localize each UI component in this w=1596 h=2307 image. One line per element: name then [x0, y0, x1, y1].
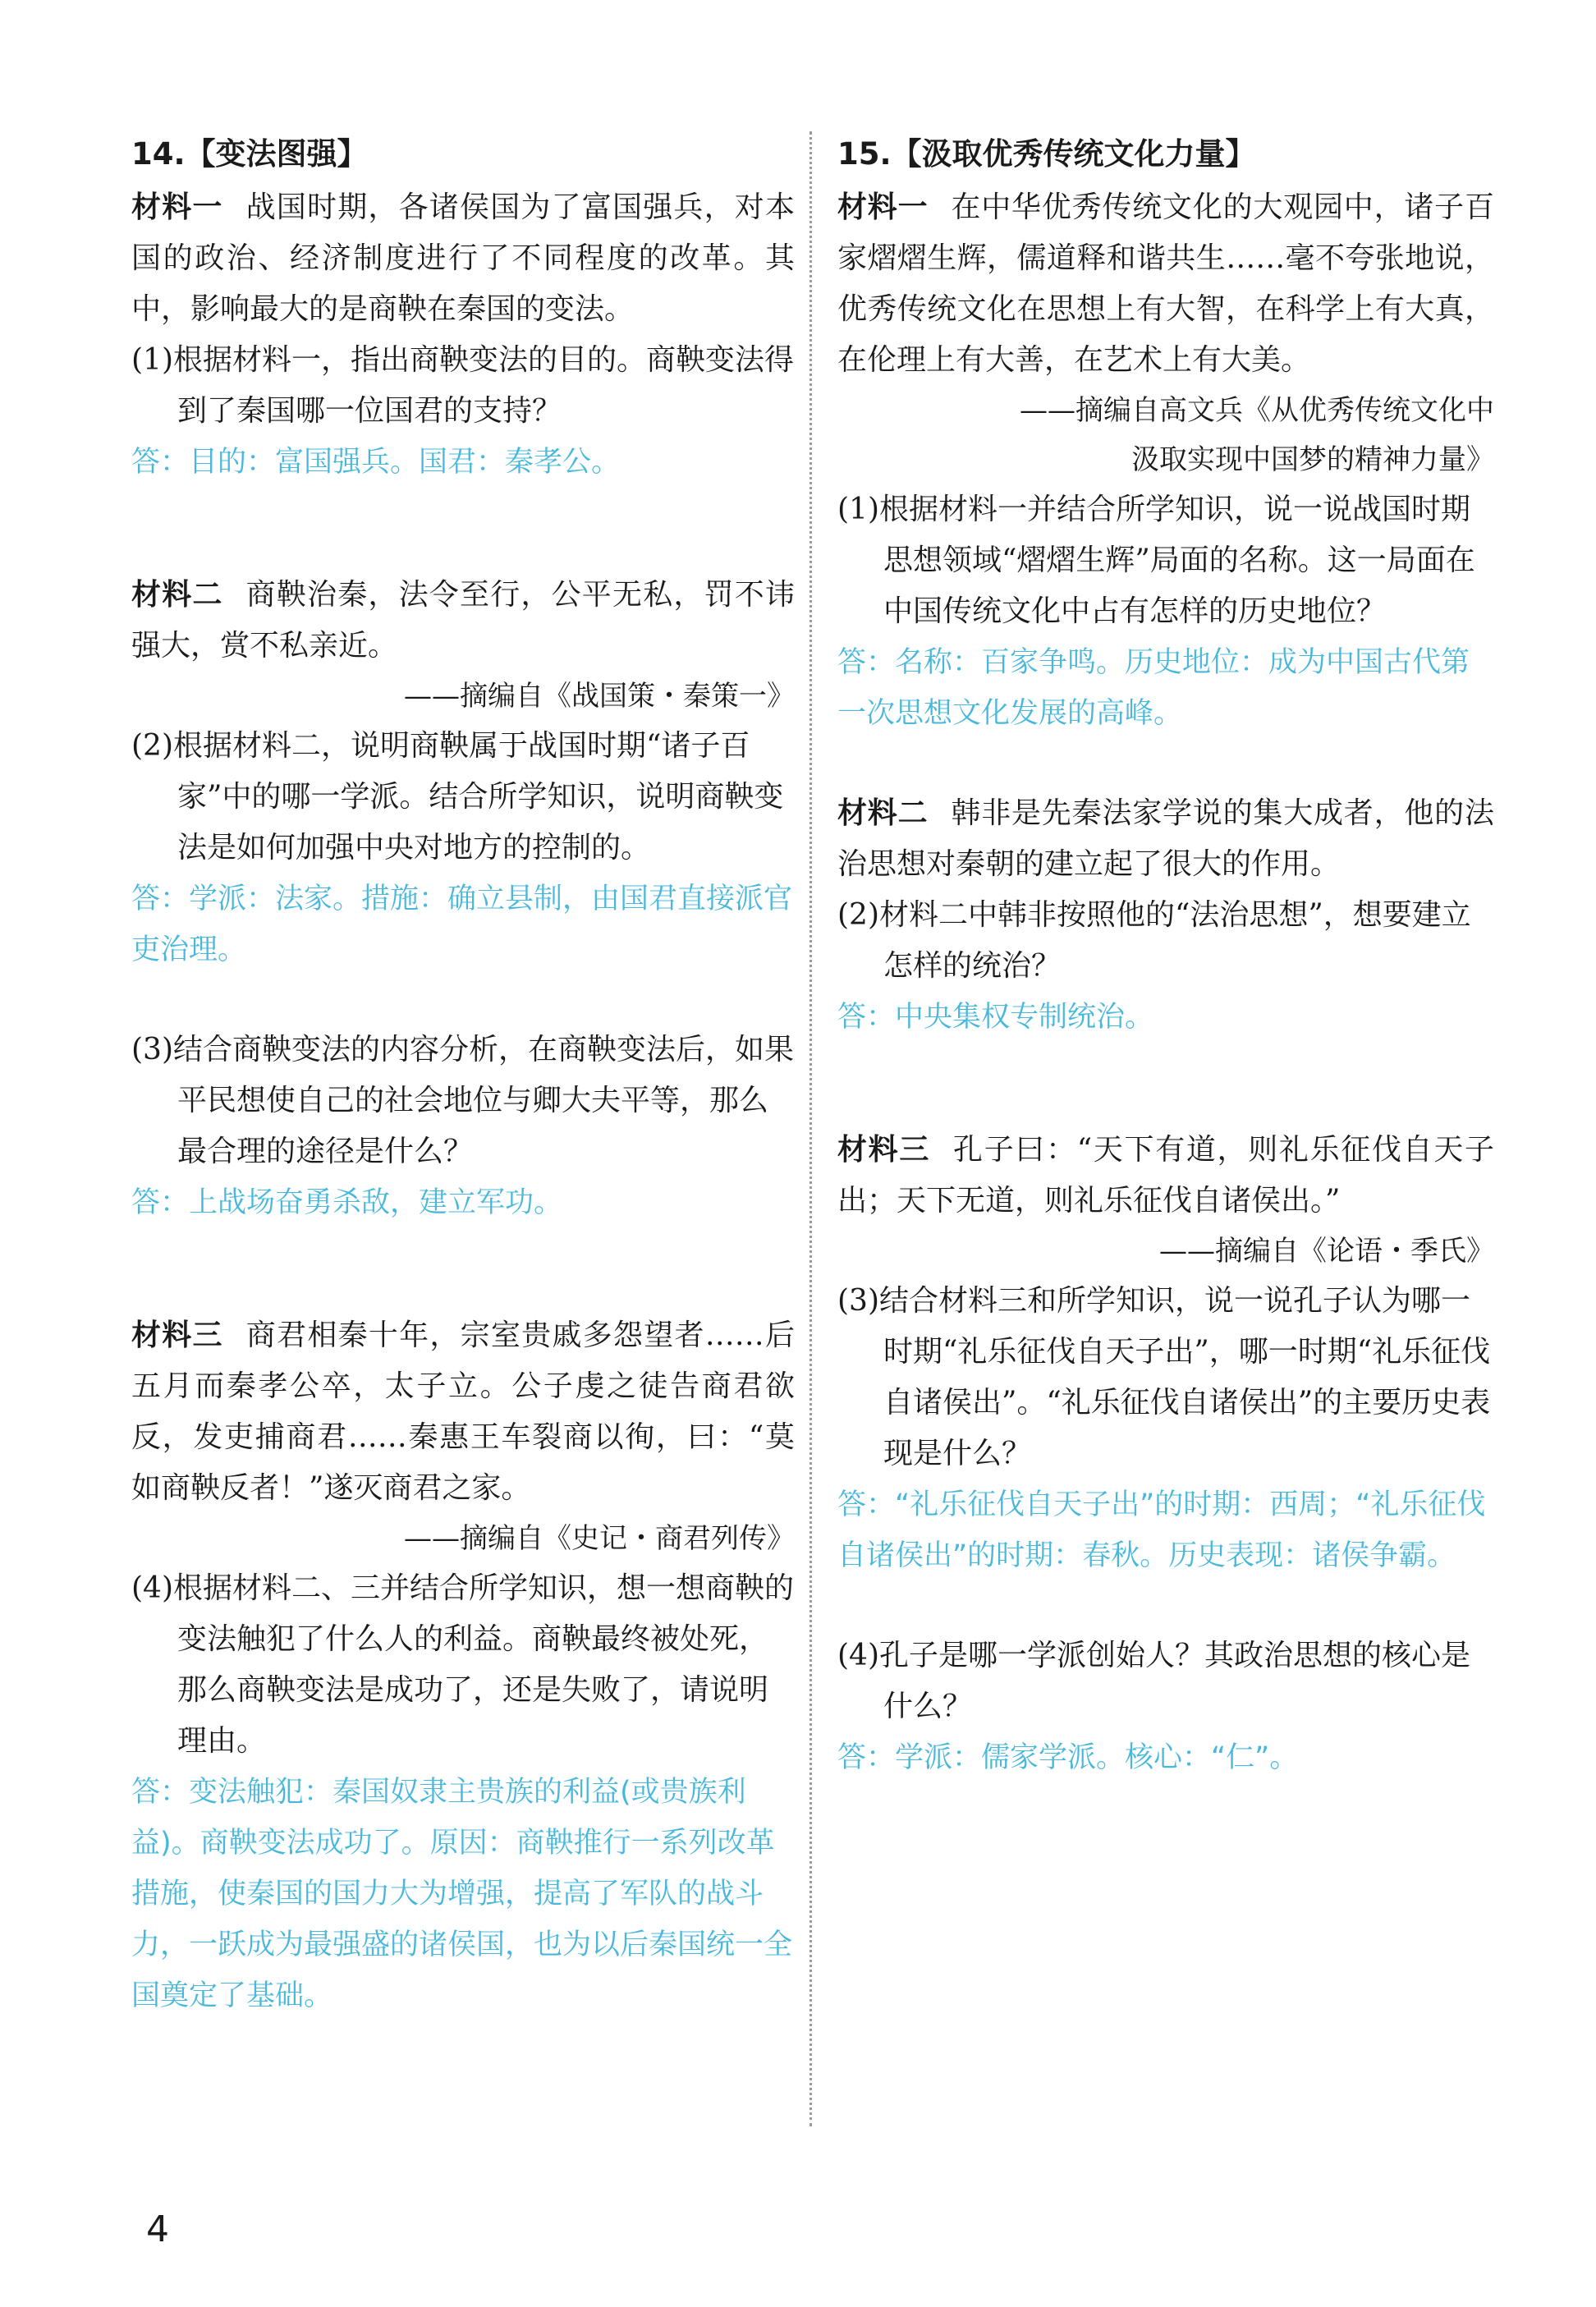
material-2: [837, 788, 1494, 890]
question-14-heading: 14.【变法图强】: [131, 136, 368, 172]
answer-4: 答：学派：儒家学派。核心：“仁”。: [837, 1741, 1299, 1774]
material-3: [837, 1125, 1494, 1227]
material-2: [131, 570, 795, 672]
page-number: 4: [146, 2208, 169, 2250]
material-label: 材料三: [837, 1133, 931, 1167]
column-divider: [809, 131, 812, 2126]
material-1-source-line-1: ——摘编自高文兵《从优秀传统文化中: [1020, 394, 1494, 427]
material-2-source: ——摘编自《战国策・秦策一》: [404, 680, 795, 713]
material-1: [837, 182, 1494, 386]
material-text: 韩非是先秦法家学说的集大成者，他的法治思想对秦朝的建立起了很大的作用。: [837, 796, 1494, 881]
question-4: (4)根据材料二、三并结合所学知识，想一想商鞅的变法触犯了什么人的利益。商鞅最终被处死，那么商鞅变法是成功了，还是失败了，请说明理由。: [131, 1571, 794, 1758]
question-15-heading: 15.【汲取优秀传统文化力量】: [837, 136, 1256, 172]
material-label: 材料二: [131, 578, 223, 612]
answer-1: 答：目的：富国强兵。国君：秦孝公。: [131, 446, 621, 479]
question-3: (3)结合材料三和所学知识，说一说孔子认为哪一时期“礼乐征伐自天子出”，哪一时期“礼乐征伐自诸侯出”。“礼乐征伐自诸侯出”的主要历史表现是什么？: [837, 1284, 1491, 1470]
answer-1: 答：名称：百家争鸣。历史地位：成为中国古代第一次思想文化发展的高峰。: [837, 646, 1470, 730]
question-1: (1)根据材料一，指出商鞅变法的目的。商鞅变法得到了秦国哪一位国君的支持？: [131, 343, 794, 428]
material-text: 在中华优秀传统文化的大观园中，诸子百家熠熠生辉，儒道释和谐共生……毫不夸张地说，优秀传统文化在思想上有大智，在科学上有大真，在伦理上有大善，在艺术上有大美。: [837, 190, 1494, 377]
material-label: 材料一: [131, 190, 223, 224]
material-text: 孔子曰：“天下有道，则礼乐征伐自天子出；天下无道，则礼乐征伐自诸侯出。”: [837, 1133, 1494, 1218]
material-3-source: ——摘编自《论语・季氏》: [1159, 1235, 1494, 1268]
material-1: [131, 182, 795, 335]
material-text: 商鞅治秦，法令至行，公平无私，罚不讳强大，赏不私亲近。: [131, 578, 795, 663]
material-text: 商君相秦十年，宗室贵戚多怨望者……后五月而秦孝公卒，太子立。公子虔之徒告商君欲反，发吏捕商君……秦惠王车裂商以徇，曰：“莫如商鞅反者！”遂灭商君之家。: [131, 1319, 795, 1505]
question-3: (3)结合商鞅变法的内容分析，在商鞅变法后，如果平民想使自己的社会地位与卿大夫平等，那么最合理的途径是什么？: [131, 1033, 794, 1168]
answer-2: 答：中央集权专制统治。: [837, 1001, 1154, 1034]
material-text: 战国时期，各诸侯国为了富国强兵，对本国的政治、经济制度进行了不同程度的改革。其中，影响最大的是商鞅在秦国的变法。: [131, 190, 795, 326]
material-label: 材料一: [837, 190, 929, 224]
question-15: [837, 131, 1494, 1783]
question-2: (2)材料二中韩非按照他的“法治思想”，想要建立怎样的统治？: [837, 898, 1471, 983]
question-4: (4)孔子是哪一学派创始人？其政治思想的核心是什么？: [837, 1639, 1470, 1723]
answer-3: 答：上战场奋勇杀敌，建立军功。: [131, 1186, 563, 1219]
question-14: [131, 131, 795, 2021]
material-3: [131, 1310, 795, 1514]
material-3-source: ——摘编自《史记・商君列传》: [404, 1522, 795, 1555]
answer-2: 答：学派：法家。措施：确立县制，由国君直接派官吏治理。: [131, 883, 793, 966]
answer-4: 答：变法触犯：秦国奴隶主贵族的利益(或贵族利益)。商鞅变法成功了。原因：商鞅推行一系列改革措施，使秦国的国力大为增强，提高了军队的战斗力，一跃成为最强盛的诸侯国，也为以后秦国统一全国奠定了基础。: [131, 1776, 793, 2012]
material-label: 材料三: [131, 1319, 223, 1352]
question-2: (2)根据材料二，说明商鞅属于战国时期“诸子百家”中的哪一学派。结合所学知识，说明商鞅变法是如何加强中央对地方的控制的。: [131, 729, 784, 865]
material-1-source-line-2: 汲取实现中国梦的精神力量》: [1131, 443, 1494, 476]
material-label: 材料二: [837, 796, 929, 830]
answer-3: 答：“礼乐征伐自天子出”的时期：西周；“礼乐征伐自诸侯出”的时期：春秋。历史表现：诸侯争霸。: [837, 1488, 1486, 1572]
question-1: (1)根据材料一并结合所学知识，说一说战国时期思想领域“熠熠生辉”局面的名称。这一局面在中国传统文化中占有怎样的历史地位？: [837, 493, 1475, 628]
